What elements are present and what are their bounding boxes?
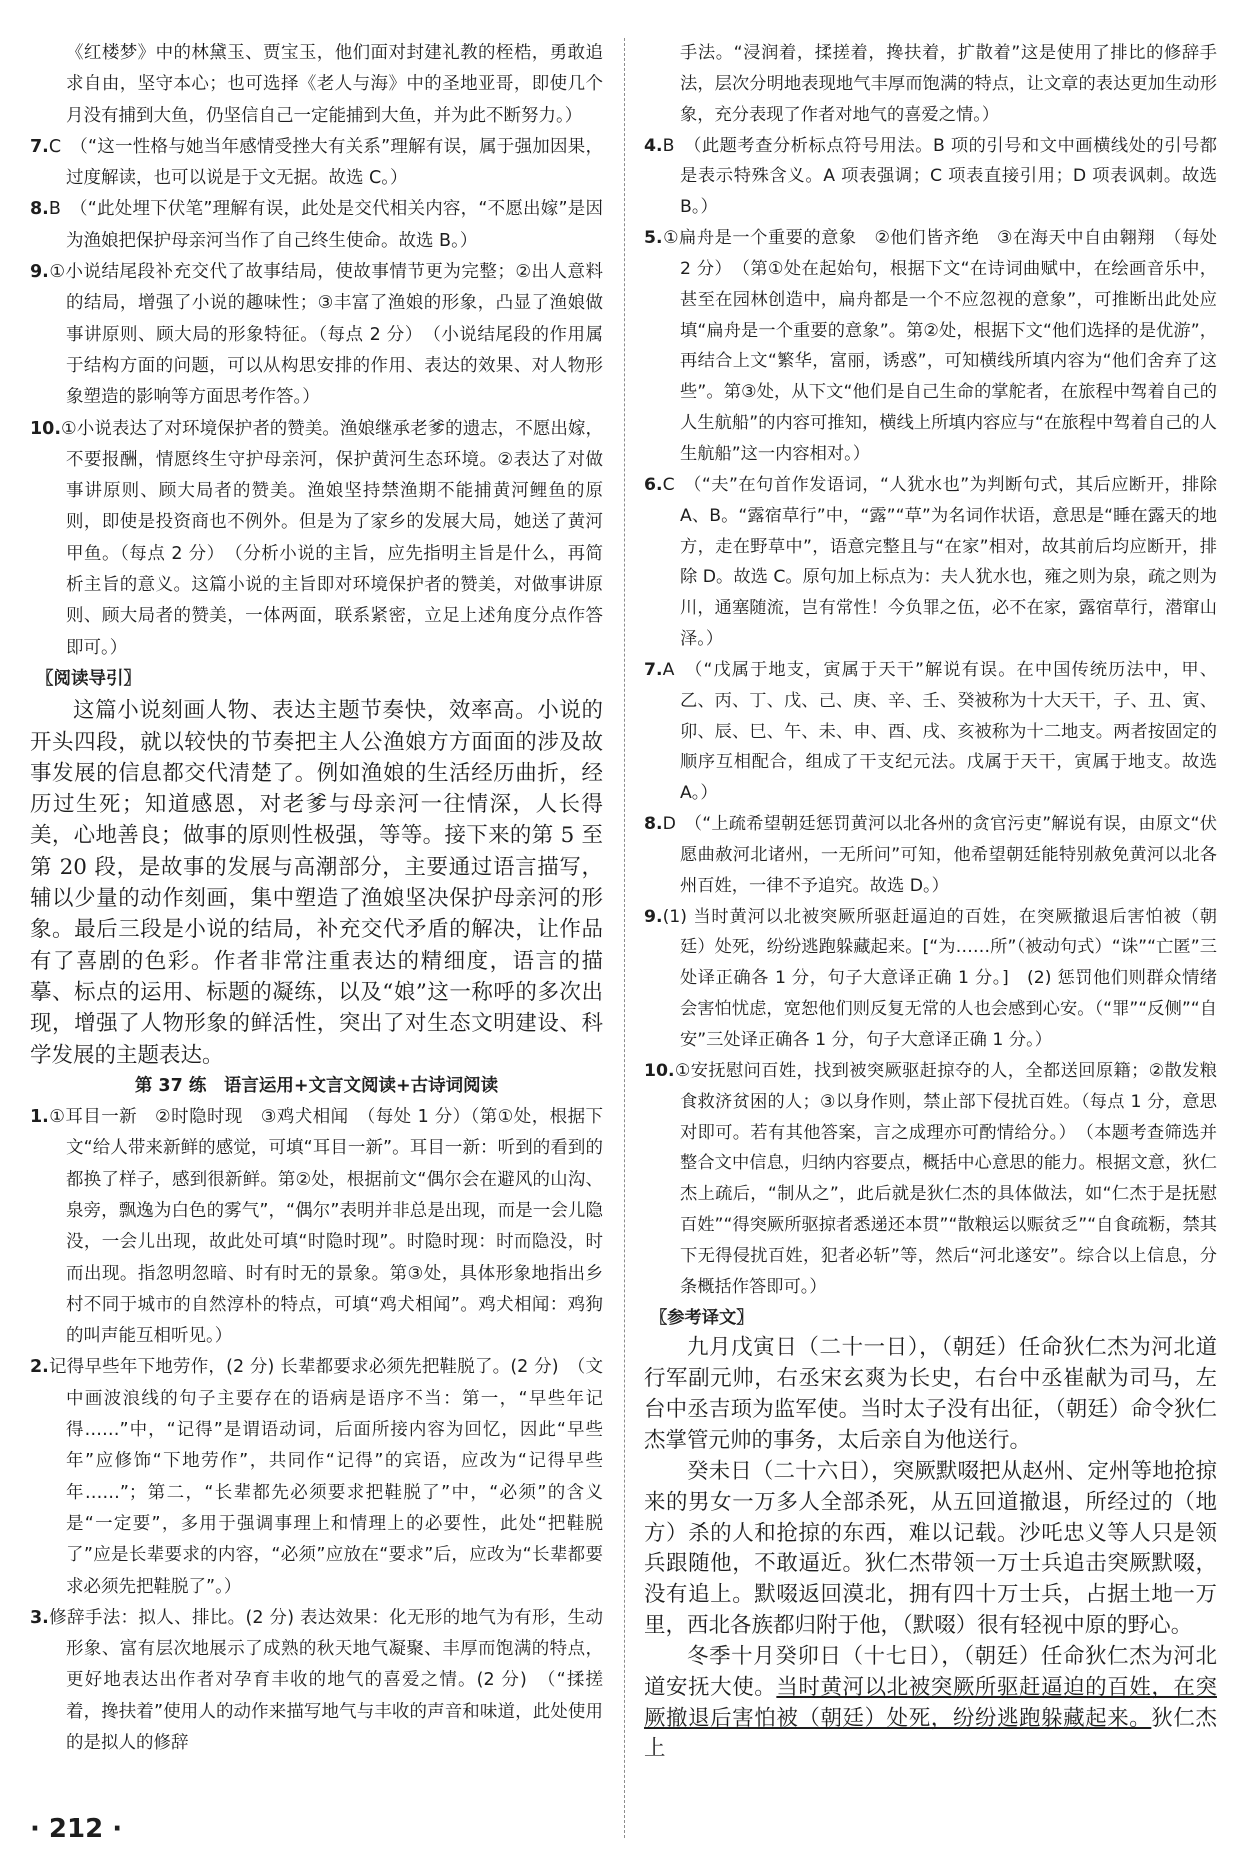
section-answer-10: 10.①安抚慰问百姓，找到被突厥驱赶掠夺的人，全都送回原籍；②散发粮食救济贫困的人；③以身作则，禁止部下侵扰百姓。（每点 1 分，意思对即可。若有其他答案，言之成理亦可酌情给分。） （本题考查筛选并整合文中信息，归纳内容要点，概括中心意思的能力。根据文意，狄仁杰上疏后，“制从之”，此后就是狄仁杰的具体做法，如“仁杰于是抚慰百姓”“得突厥所驱掠者悉递还本贯”“散粮运以赈贫乏”“自食疏粝，禁其下无得侵扰百姓，犯者必斩”等，然后“河北遂安”。综合以上信息，分条概括作答即可。）: [644, 1060, 1217, 1297]
translation-paragraph-2: 癸未日（二十六日），突厥默啜把从赵州、定州等地抢掠来的男女一万多人全部杀死，从五回道撤退，所经过的（地方）杀的人和抢掠的东西，难以记载。沙吒忠义等人只是领兵跟随他，不敢逼近。狄仁杰带领一万士兵追击突厥默啜，没有追上。默啜返回漠北，拥有四十万士兵，占据土地一万里，西北各族都归附于他，（默啜）很有轻视中原的野心。: [644, 1458, 1217, 1639]
section-title: 第 37 练 语言运用+文言文阅读+古诗词阅读: [134, 1075, 499, 1096]
answer-page: [30, 38, 1235, 1844]
translation-heading: 〖参考译文〗: [650, 1307, 754, 1328]
section-answer-7: 7.A （“戊属于地支，寅属于天干”解说有误。在中国传统历法中，甲、乙、丙、丁、戊、己、庚、辛、壬、癸被称为十大天干，子、丑、寅、卯、辰、巳、午、未、申、酉、戌、亥被称为十二地支。两者按固定的顺序互相配合，组成了干支纪元法。戊属于天干，寅属于地支。故选 A。）: [644, 659, 1217, 804]
left-column: [30, 38, 603, 1759]
translation-paragraph-3: 冬季十月癸卯日（十七日），（朝廷）任命狄仁杰为河北道安抚大使。当时黄河以北被突厥所驱赶逼迫的百姓，在突厥撤退后害怕被（朝廷）处死，纷纷逃跑躲藏起来。狄仁杰上: [644, 1643, 1217, 1762]
answer-8: 8.B （“此处埋下伏笔”理解有误，此处是交代相关内容，“不愿出嫁”是因为渔娘把保护母亲河当作了自己终生使命。故选 B。）: [30, 199, 603, 251]
answer-10: 10.①小说表达了对环境保护者的赞美。渔娘继承老爹的遗志，不愿出嫁，不要报酬，情愿终生守护母亲河，保护黄河生态环境。②表达了对做事讲原则、顾大局者的赞美。渔娘坚持禁渔期不能捕黄河鲤鱼的原则，即使是投资商也不例外。但是为了家乡的发展大局，她送了黄河甲鱼。（每点 2 分） （分析小说的主旨，应先指明主旨是什么，再简析主旨的意义。这篇小说的主旨即对环境保护者的赞美，对做事讲原则、顾大局者的赞美，一体两面，联系紧密，立足上述角度分点作答即可。）: [30, 418, 603, 658]
page-number: · 212 ·: [30, 1814, 123, 1844]
section-answer-3-continued: 手法。“浸润着，揉搓着，搀扶着，扩散着”这是使用了排比的修辞手法，层次分明地表现地气丰厚而饱满的特点，让文章的表达更加生动形象，充分表现了作者对地气的喜爱之情。）: [680, 43, 1217, 125]
translation-paragraph-1: 九月戊寅日（二十一日），（朝廷）任命狄仁杰为河北道行军副元帅，右丞宋玄爽为长史，右台中丞崔献为司马，左台中丞吉顼为监军使。当时太子没有出征，（朝廷）命令狄仁杰掌管元帅的事务，太后亲自为他送行。: [644, 1335, 1217, 1453]
reading-guide-text: 这篇小说刻画人物、表达主题节奏快，效率高。小说的开头四段，就以较快的节奏把主人公渔娘方方面面的涉及故事发展的信息都交代清楚了。例如渔娘的生活经历曲折，经历过生死；知道感恩，对老爹与母亲河一往情深，人长得美，心地善良；做事的原则性极强，等等。接下来的第 5 至第 20 段，是故事的发展与高潮部分，主要通过语言描写，辅以少量的动作刻画，集中塑造了渔娘坚决保护母亲河的形象。最后三段是小说的结局，补充交代矛盾的解决，让作品有了喜剧的色彩。作者非常注重表达的精细度，语言的描摹、标点的运用、标题的凝练，以及“娘”这一称呼的多次出现，增强了人物形象的鲜活性，突出了对生态文明建设、科学发展的主题表达。: [30, 698, 603, 1068]
answer-7: 7.C （“这一性格与她当年感情受挫大有关系”理解有误，属于强加因果，过度解读，也可以说是于文无据。故选 C。）: [30, 136, 603, 189]
section-answer-3: 3.修辞手法：拟人、排比。(2 分) 表达效果：化无形的地气为有形，生动形象、富有层次地展示了成熟的秋天地气凝聚、丰厚而饱满的特点，更好地表达出作者对孕育丰收的地气的喜爱之情。(2 分) （“揉搓着，搀扶着”使用人的动作来描写地气与丰收的声音和味道，此处使用的是拟人的修辞: [30, 1607, 603, 1754]
section-answer-9: 9.(1) 当时黄河以北被突厥所驱赶逼迫的百姓，在突厥撤退后害怕被（朝廷）处死，纷纷逃跑躲藏起来。[“为……所”（被动句式）“诛”“亡匿”三处译正确各 1 分，句子大意译正确 1 分。] (2) 惩罚他们则群众情绪会害怕忧虑，宽恕他们则反复无常的人也会感到心安。（“罪”“反侧”“自安”三处译正确各 1 分，句子大意译正确 1 分。）: [644, 906, 1217, 1050]
section-answer-8: 8.D （“上疏希望朝廷惩罚黄河以北各州的贪官污吏”解说有误，由原文“伏愿曲赦河北诸州，一无所问”可知，他希望朝廷能特别赦免黄河以北各州百姓，一律不予追究。故选 D。）: [644, 814, 1217, 896]
section-answer-4: 4.B （此题考查分析标点符号用法。B 项的引号和文中画横线处的引号都是表示特殊含义。A 项表强调；C 项表直接引用；D 项表讽刺。故选 B。）: [644, 135, 1217, 218]
answer-6-continued: 《红楼梦》中的林黛玉、贾宝玉，他们面对封建礼教的桎梏，勇敢追求自由，坚守本心；也可选择《老人与海》中的圣地亚哥，即使几个月没有捕到大鱼，仍坚信自己一定能捕到大鱼，并为此不断努力。）: [66, 43, 603, 126]
section-answer-2: 2.记得早些年下地劳作，(2 分) 长辈都要求必须先把鞋脱了。(2 分) （文中画波浪线的句子主要存在的语病是语序不当：第一，“早些年记得……”中，“记得”是谓语动词，后面所接内容为回忆，因此“早些年”应修饰“下地劳作”，共同作“记得”的宾语，应改为“记得早些年……”；第二，“长辈都先必须要求把鞋脱了”中，“必须”的含义是“一定要”，多用于强调事理上和情理上的必要性，此处“把鞋脱了”应是长辈要求的内容，“必须”应放在“要求”后，应改为“长辈都要求必须先把鞋脱了”。）: [30, 1357, 603, 1597]
section-answer-6: 6.C （“夫”在句首作发语词，“人犹水也”为判断句式，其后应断开，排除 A、B。“露宿草行”中，“露”“草”为名词作状语，意思是“睡在露天的地方，走在野草中”，语意完整且与“在家”相对，故其前后均应断开，排除 D。故选 C。原句加上标点为：夫人犹水也，雍之则为泉，疏之则为川，通塞随流，岂有常性！今负罪之伍，必不在家，露宿草行，潜窜山泽。）: [644, 474, 1217, 650]
underlined-sentence: 当时黄河以北被突厥所驱赶逼迫的百姓，在突厥撤退后害怕被（朝廷）处死，纷纷逃跑躲藏起来。: [644, 1674, 1217, 1731]
section-answer-1: 1.①耳目一新 ②时隐时现 ③鸡犬相闻 （每处 1 分）（第①处，根据下文“给人带来新鲜的感觉，可填“耳目一新”。耳目一新：听到的看到的都换了样子，感到很新鲜。第②处，根据前文“偶尔会在避风的山沟、泉旁，飘逸为白色的雾气”，“偶尔”表明并非总是出现，而是一会儿隐没，一会儿出现，故此处可填“时隐时现”。时隐时现：时而隐没，时而出现。指忽明忽暗、时有时无的景象。第③处，具体形象地指出乡村不同于城市的自然淳朴的特点，可填“鸡犬相闻”。鸡犬相闻：鸡狗的叫声能互相听见。）: [30, 1107, 603, 1347]
right-column: [644, 38, 1217, 1765]
reading-guide-heading: 〖阅读导引〗: [36, 668, 141, 689]
answer-9: 9.①小说结尾段补充交代了故事结局，使故事情节更为完整；②出人意料的结局，增强了小说的趣味性；③丰富了渔娘的形象，凸显了渔娘做事讲原则、顾大局的形象特征。（每点 2 分） （小说结尾段的作用属于结构方面的问题，可以从构思安排的作用、表达的效果、对人物形象塑造的影响等方面思考作答。）: [30, 262, 603, 408]
column-divider: [624, 38, 625, 1838]
section-answer-5: 5.①扁舟是一个重要的意象 ②他们皆齐绝 ③在海天中自由翱翔 （每处 2 分） （第①处在起始句，根据下文“在诗词曲赋中，在绘画音乐中，甚至在园林创造中，扁舟都是一个不应忽视的意象”，可推断出此处应填“扁舟是一个重要的意象”。第②处，根据下文“他们选择的是优游”，再结合上文“繁华，富丽，诱惑”，可知横线所填内容为“他们舍弃了这些”。第③处，从下文“他们是自己生命的掌舵者，在旅程中驾着自己的人生航船”的内容可推知，横线上所填内容应与“在旅程中驾着自己的人生航船”这一内容相对。）: [644, 228, 1217, 464]
